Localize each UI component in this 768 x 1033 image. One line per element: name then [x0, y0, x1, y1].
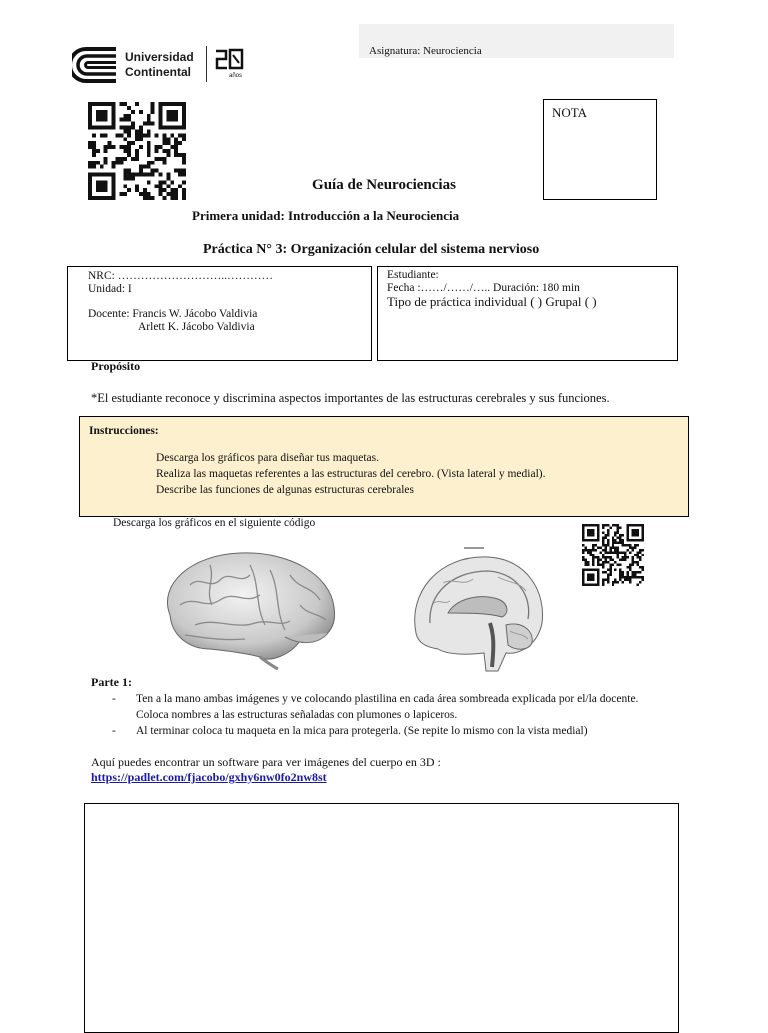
practice-type-field[interactable]: Tipo de práctica individual ( ) Grupal ( ) [387, 294, 597, 309]
answer-box[interactable] [84, 803, 679, 1033]
unit-field: Unidad: I [88, 283, 132, 295]
list-item-text: Ten a la mano ambas imágenes y ve colocando plastilina en cada área sombreada explicada por el/la docente. Coloca nombres a las estructuras señaladas con plumones o lapiceros. [136, 693, 639, 721]
anniversary-20-icon [214, 47, 244, 71]
list-item: Realiza las maquetas referentes a las estructuras del cerebro. (Vista lateral y medial). [156, 468, 546, 480]
bullet-dash: - [112, 725, 116, 737]
software-text: Aquí puedes encontrar un software para ver imágenes del cuerpo en 3D : [91, 755, 441, 769]
logo-years-label: años [229, 73, 243, 79]
download-instruction: Descarga los gráficos en el siguiente código [113, 517, 316, 529]
brain-lateral-image [150, 545, 338, 670]
qr-code-small-icon [582, 524, 644, 586]
subject-text: Asignatura: Neurociencia [369, 45, 482, 57]
teacher-field-2: Arlett K. Jácobo Valdivia [138, 321, 255, 333]
purpose-heading: Propósito [91, 359, 141, 373]
purpose-text: *El estudiante reconoce y discrimina aspectos importantes de las estructuras cerebrales y sus funciones. [91, 391, 610, 405]
part1-list [112, 691, 672, 739]
subject-bar [359, 24, 674, 58]
date-field[interactable]: Fecha :……/……/….. Duración: 180 min [387, 282, 580, 294]
logo-wordmark [125, 50, 194, 80]
list-item-text: Al terminar coloca tu maqueta en la mica para protegerla. (Se repite lo mismo con la vista medial) [136, 725, 588, 737]
instructions-box [79, 416, 689, 517]
part1-heading: Parte 1: [91, 675, 132, 689]
logo-name-line1: Universidad [125, 50, 194, 64]
list-item: Descarga los gráficos para diseñar tus maquetas. [156, 452, 379, 464]
padlet-link[interactable]: https://padlet.com/fjacobo/gxhy6nw0fo2nw8st [91, 770, 327, 784]
student-info-box [377, 266, 678, 361]
grade-label: NOTA [552, 105, 588, 120]
instructions-list [156, 450, 545, 498]
document-title: Guía de Neurociencias [312, 177, 456, 193]
university-logo-icon [72, 46, 118, 84]
teacher-field: Docente: Francis W. Jácobo Valdivia [88, 308, 258, 320]
practice-title: Práctica N° 3: Organización celular del sistema nervioso [203, 242, 540, 257]
course-info-box [67, 266, 372, 361]
brain-medial-image [398, 543, 550, 673]
student-field[interactable]: Estudiante: [387, 269, 439, 281]
unit-title: Primera unidad: Introducción a la Neurociencia [192, 208, 460, 223]
instructions-heading: Instrucciones: [89, 425, 159, 437]
bullet-dash: - [112, 693, 116, 705]
list-item [112, 723, 672, 739]
nrc-field[interactable]: NRC: ………………………..………… [88, 270, 273, 282]
list-item: Describe las funciones de algunas estructuras cerebrales [156, 484, 414, 496]
logo-name-line2: Continental [125, 65, 191, 79]
logo-divider [206, 46, 207, 82]
list-item [112, 691, 672, 723]
